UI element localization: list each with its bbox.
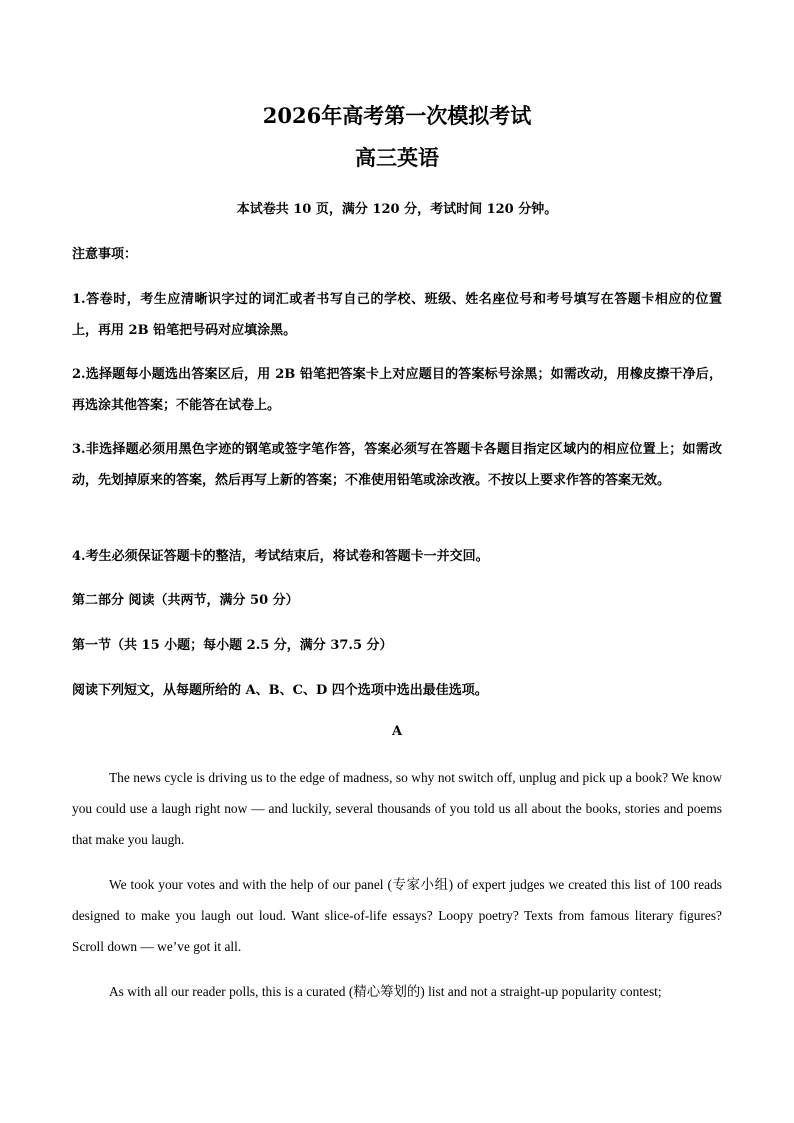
note-item-2: 2.选择题每小题选出答案区后，用 2B 铅笔把答案卡上对应题目的答案标号涂黑；如需改动，用橡皮擦干净后，再选涂其他答案；不能答在试卷上。 [72,367,722,413]
passage-paragraph-3: As with all our reader polls, this is a curated (精心筹划的) list and not a straight-up popularity contest; [109,984,662,999]
passage-label: A [391,724,403,739]
note-item-4: 4.考生必须保证答题卡的整洁，考试结束后，将试卷和答题卡一并交回。 [72,549,489,564]
reading-instruction: 阅读下列短文，从每题所给的 A、B、C、D 四个选项中选出最佳选项。 [72,683,488,698]
part-heading: 第二部分 阅读（共两节，满分 50 分） [72,593,299,608]
passage-paragraph-2: We took your votes and with the help of our panel (专家小组) of expert judges we created this list of 100 reads designed to make you laugh out loud. Want slice-of-life essays? Loopy poetry? Texts from famous literary figures? Scroll down — we’ve got it all. [72,877,722,954]
notes-heading: 注意事项： [72,247,138,262]
passage-paragraph-1: The news cycle is driving us to the edge of madness, so why not switch off, unplug and pick up a book? We know you could use a laugh right now — and luckily, several thousands of you told us all about the books, stories and poems that make you laugh. [72,770,722,847]
exam-title: 2026年高考第一次模拟考试 [262,103,532,128]
note-item-1: 1.答卷时，考生应清晰识字过的词汇或者书写自己的学校、班级、姓名座位号和考号填写在答题卡相应的位置上，再用 2B 铅笔把号码对应填涂黑。 [72,292,722,338]
subsection-heading: 第一节（共 15 小题；每小题 2.5 分，满分 37.5 分） [72,638,393,653]
subject-title: 高三英语 [355,145,439,170]
note-item-3: 3.非选择题必须用黑色字迹的钢笔或签字笔作答，答案必须写在答题卡各题目指定区域内的相应位置上；如需改动，先划掉原来的答案，然后再写上新的答案；不准使用铅笔或涂改液。不按以上要求作答的答案无效。 [72,442,722,488]
exam-info: 本试卷共 10 页，满分 120 分，考试时间 120 分钟。 [236,202,558,217]
